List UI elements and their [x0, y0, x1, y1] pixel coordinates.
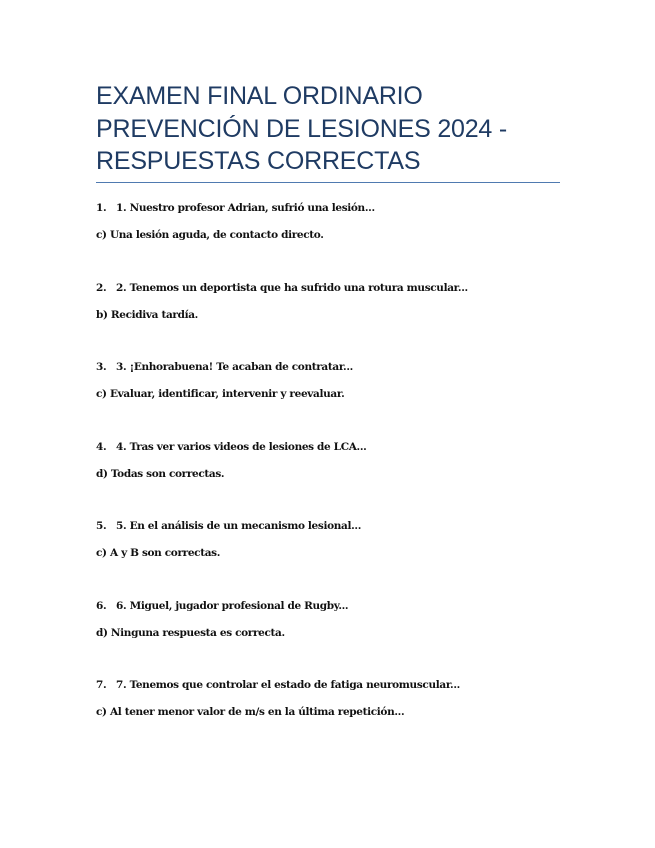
question-summary: 2. Tenemos un deportista que ha sufrido una rotura muscular... [116, 281, 468, 294]
correct-answer: c) A y B son correctas. [96, 547, 221, 559]
question-text [96, 441, 366, 453]
list-number: 7. [96, 679, 107, 691]
correct-answer: c) Una lesión aguda, de contacto directo. [96, 229, 324, 241]
question-text [96, 600, 348, 612]
question-summary: 6. Miguel, jugador profesional de Rugby... [116, 599, 349, 612]
list-number: 2. [96, 281, 107, 294]
question-text [96, 679, 460, 691]
title-line-3: RESPUESTAS CORRECTAS [96, 147, 421, 175]
title-line-2: PREVENCIÓN DE LESIONES 2024 - [96, 114, 508, 143]
correct-answer: d) Ninguna respuesta es correcta. [96, 626, 285, 639]
answer-item-2 [96, 276, 566, 356]
title-line-1: EXAMEN FINAL ORDINARIO [96, 82, 423, 110]
answer-list [96, 196, 566, 753]
question-text [96, 282, 468, 294]
question-text [96, 361, 353, 373]
answer-item-3 [96, 355, 566, 435]
question-summary: 1. Nuestro profesor Adrian, sufrió una lesión... [116, 202, 375, 214]
correct-answer: c) Al tener menor valor de m/s en la última repetición... [96, 706, 405, 718]
answer-item-4 [96, 435, 566, 515]
correct-answer: c) Evaluar, identificar, intervenir y reevaluar. [96, 388, 345, 400]
question-summary: 7. Tenemos que controlar el estado de fatiga neuromuscular... [116, 679, 460, 691]
answer-item-5 [96, 514, 566, 594]
answer-item-1 [96, 196, 566, 276]
correct-answer: b) Recidiva tardía. [96, 308, 198, 321]
question-summary: 3. ¡Enhorabuena! Te acaban de contratar... [116, 361, 353, 373]
question-summary: 4. Tras ver varios videos de lesiones de LCA... [116, 440, 367, 453]
list-number: 4. [96, 440, 107, 453]
question-summary: 5. En el análisis de un mecanismo lesional... [116, 520, 362, 532]
list-number: 1. [96, 202, 107, 214]
answer-item-7 [96, 673, 566, 753]
list-number: 3. [96, 361, 107, 373]
list-number: 6. [96, 599, 107, 612]
list-number: 5. [96, 520, 107, 532]
question-text [96, 202, 375, 214]
document-title [96, 80, 566, 178]
title-underline-divider [96, 182, 560, 183]
answer-item-6 [96, 594, 566, 674]
correct-answer: d) Todas son correctas. [96, 467, 225, 480]
question-text [96, 520, 361, 532]
